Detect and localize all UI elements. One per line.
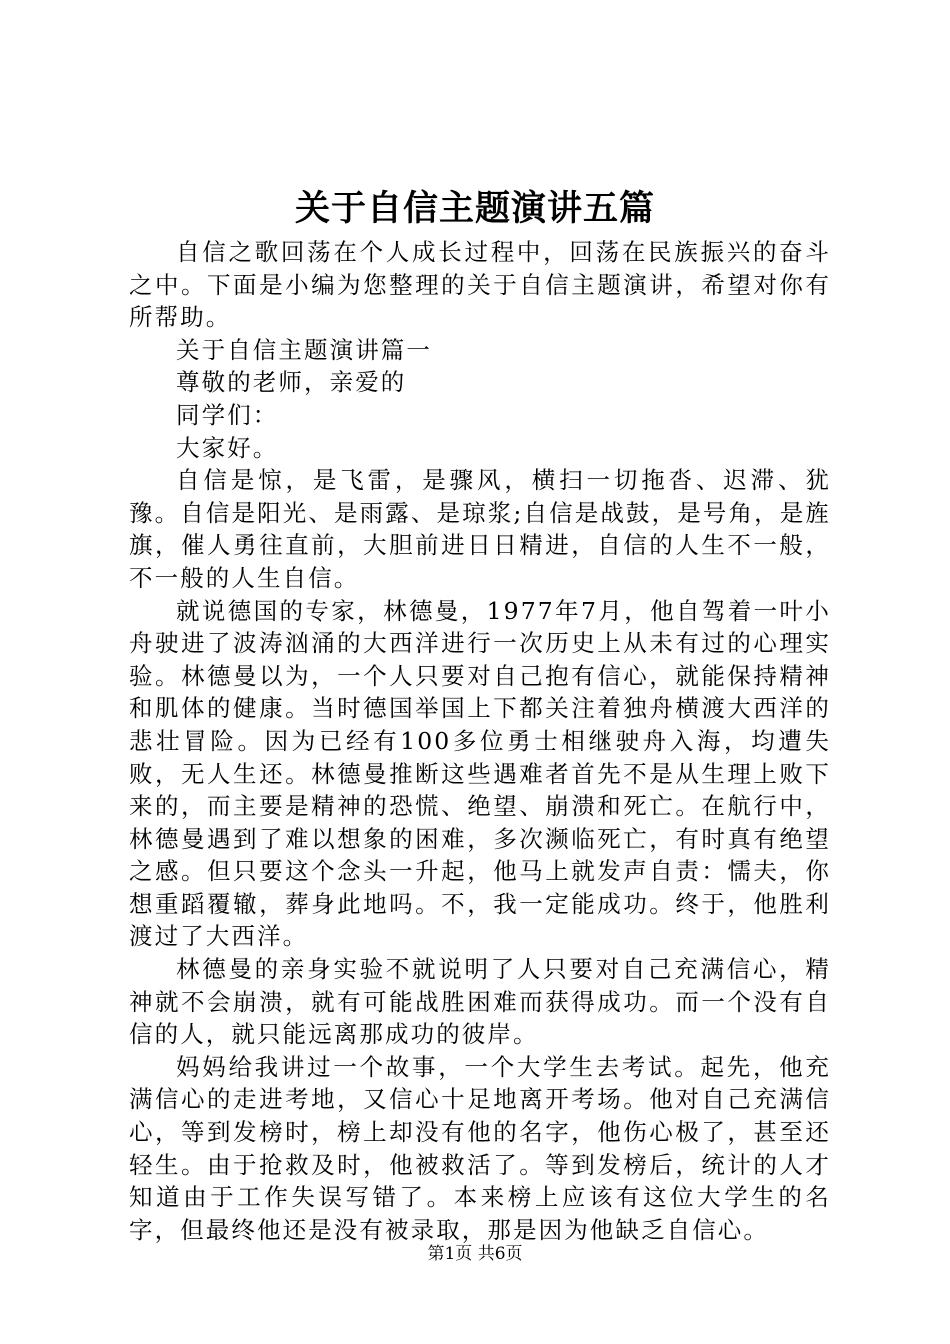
section-heading: 关于自信主题演讲篇一	[176, 335, 432, 364]
body-paragraph: 妈妈给我讲过一个故事，一个大学生去考试。起先，他充满信心的走进考地，又信心十足地离开考场。他对自己充满信心，等到发榜时，榜上却没有他的名字，他伤心极了，甚至还轻生。由于抢救及时，他被救活了。等到发榜后，统计的人才知道由于工作失误写错了。本来榜上应该有这位大学生的名字，但最终他还是没有被录取，那是因为他缺乏自信心。	[129, 1052, 831, 1244]
salutation-line: 同学们：	[176, 400, 279, 429]
document-title: 关于自信主题演讲五篇	[294, 188, 655, 229]
page-footer: 第1页 共6页	[427, 1244, 523, 1264]
intro-paragraph: 自信之歌回荡在个人成长过程中，回荡在民族振兴的奋斗之中。下面是小编为您整理的关于自信主题演讲，希望对你有所帮助。	[129, 238, 831, 332]
greeting-line: 大家好。	[176, 433, 279, 462]
body-paragraph: 就说德国的专家，林德曼，1977年7月，他自驾着一叶小舟驶进了波涛汹涌的大西洋进行一次历史上从未有过的心理实验。林德曼以为，一个人只要对自己抱有信心，就能保持精神和肌体的健康。当时德国举国上下都关注着独舟横渡大西洋的悲壮冒险。因为已经有100多位勇士相继驶舟入海，均遭失败，无人生还。林德曼推断这些遇难者首先不是从生理上败下来的，而主要是精神的恐慌、绝望、崩溃和死亡。在航行中，林德曼遇到了难以想象的困难，多次濒临死亡，有时真有绝望之感。但只要这个念头一升起，他马上就发声自责：懦夫，你想重蹈覆辙，葬身此地吗。不，我一定能成功。终于，他胜利渡过了大西洋。	[129, 596, 831, 951]
body-paragraph: 自信是惊，是飞雷，是骤风，横扫一切拖沓、迟滞、犹豫。自信是阳光、是雨露、是琼浆;自信是战鼓，是号角，是旌旗，催人勇往直前，大胆前进日日精进，自信的人生不一般，不一般的人生自信。	[129, 466, 831, 592]
salutation-line: 尊敬的老师，亲爱的	[176, 368, 407, 397]
body-paragraph: 林德曼的亲身实验不就说明了人只要对自己充满信心，精神就不会崩溃，就有可能战胜困难而获得成功。而一个没有自信的人，就只能远离那成功的彼岸。	[129, 955, 831, 1049]
document-body	[129, 236, 831, 1246]
